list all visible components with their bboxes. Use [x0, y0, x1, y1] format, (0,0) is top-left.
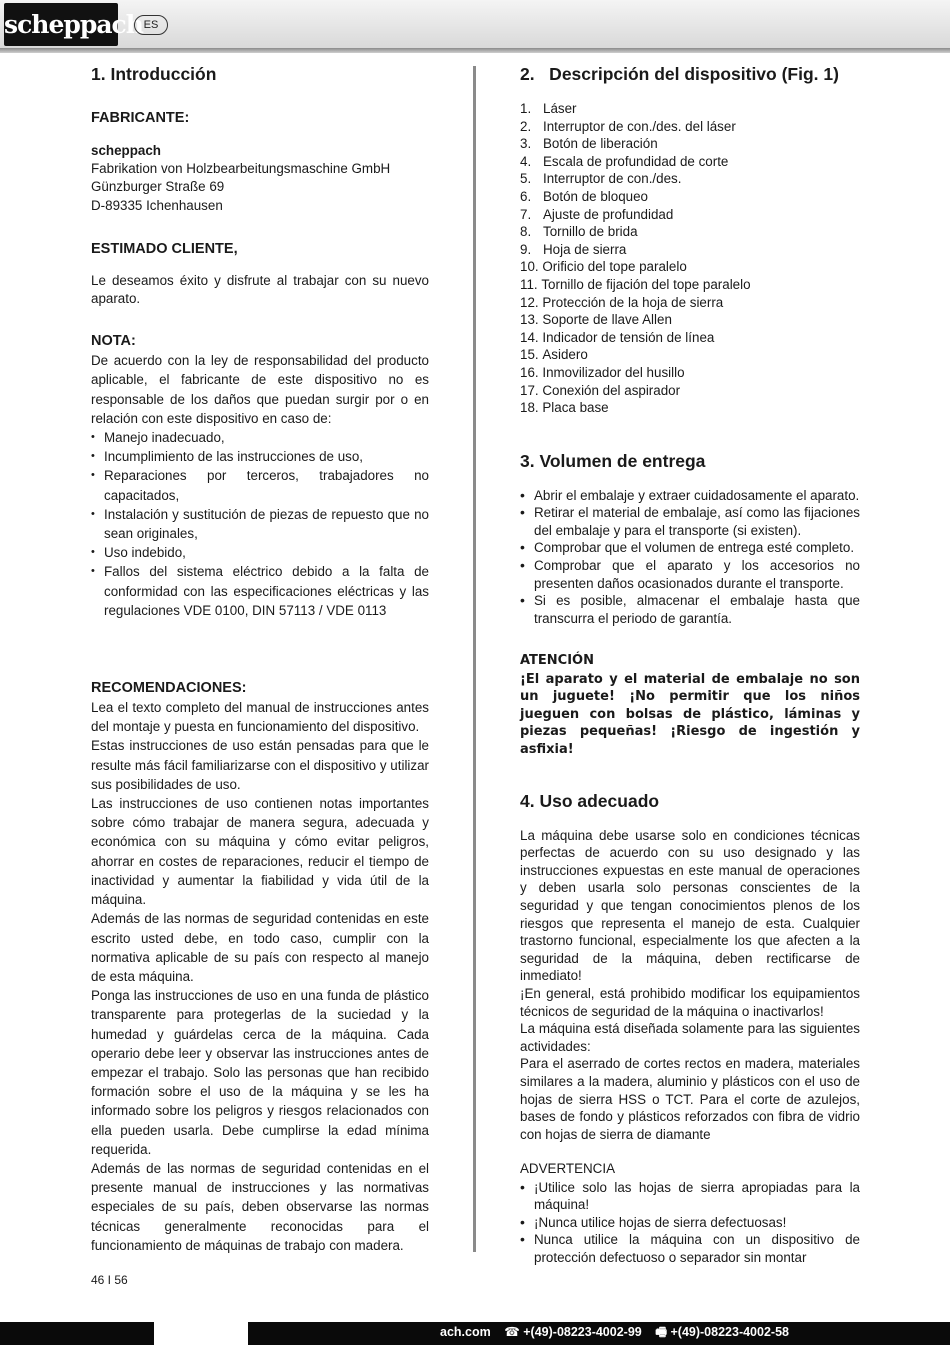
attention-heading: ATENCIÓN [520, 653, 594, 669]
paragraph: Lea el texto completo del manual de instrucciones antes del montaje y puesta en funcionamiento del dispositivo. [91, 700, 429, 735]
item-number: 1. [520, 101, 532, 116]
paragraph: Ponga las instrucciones de uso en una funda de plástico transparente para protegerlas de la suciedad y la humedad y guárdelas cerca de la máquina. Cada operario debe leer y observar las instrucciones antes de empezar el trabajo. Solo las personas que han recibido formación sobre el uso de la máquina y se les ha informado sobre los peligros y riesgos relacionados con ella pueden usarla. Debe cumplirse la edad mínima requerida. [91, 988, 429, 1157]
item-label: Ajuste de profundidad [543, 206, 674, 222]
list-item [520, 276, 860, 294]
item-number: 7. [520, 206, 532, 222]
section-title-description: 2. Descripción del dispositivo (Fig. 1) [520, 64, 839, 84]
list-item: • Uso indebido, [91, 543, 429, 562]
note-list [91, 428, 429, 620]
item-number: 6. [520, 188, 532, 204]
item-number: 18. [520, 400, 539, 416]
manufacturer-line: D-89335 Ichenhausen [91, 197, 223, 213]
item-number: 11. [520, 276, 538, 292]
list-item [520, 329, 860, 347]
note-heading: NOTA: [91, 333, 136, 350]
paragraph: Además de las normas de seguridad contenidas en este escrito usted debe, en todo caso, cumplir con la normativa aplicable de su país con respecto al manejo de esta máquina. [91, 911, 429, 984]
recommendations-body [91, 698, 429, 1255]
header-rule [0, 48, 950, 53]
item-number: 10. [520, 259, 539, 275]
paragraph: Estas instrucciones de uso están pensadas para que le resulte más fácil familiarizarse con el dispositivo y utilizar sus posibilidades de uso. [91, 738, 429, 792]
footer-phone: ☎ +(49)-08223-4002-99 [504, 1325, 642, 1339]
list-item [520, 100, 860, 118]
list-item: • Abrir el embalaje y extraer cuidadosamente el aparato. [520, 487, 860, 505]
attention-text: ¡El aparato y el material de embalaje no son un juguete! ¡No permitir que los niños jueguen con bolsas de plástico, láminas y piezas pequeñas! ¡Riesgo de ingestión y asfixia! [520, 671, 860, 758]
item-label: Inmovilizador del husillo [542, 364, 685, 380]
intended-use-body [520, 827, 860, 1144]
list-item [520, 294, 860, 312]
list-item: • Manejo inadecuado, [91, 428, 429, 447]
item-number: 14. [520, 329, 539, 345]
list-item [520, 170, 860, 188]
list-item: • Incumplimiento de las instrucciones de uso, [91, 447, 429, 466]
list-item [520, 188, 860, 206]
manufacturer-heading: FABRICANTE: [91, 110, 190, 126]
list-item [520, 399, 860, 417]
item-label: Protección de la hoja de sierra [542, 294, 724, 310]
list-item [520, 258, 860, 276]
item-number: 9. [520, 241, 532, 257]
paragraph: La máquina debe usarse solo en condiciones técnicas perfectas de acuerdo con su uso designado y las instrucciones expuestas en este manual de operaciones y deben usarla solo personas conscientes de la seguridad y que tengan conocimientos plenos de los riesgos que representa el manejo de esta. Cualquier trastorno funcional, especialmente los que afecten a la seguridad de la máquina, deben rectificarse de inmediato! [520, 827, 860, 984]
item-number: 8. [520, 224, 532, 240]
left-column [91, 62, 429, 1255]
list-item [520, 241, 860, 259]
section-title-intended-use: 4. Uso adecuado [520, 790, 660, 811]
warning-heading: ADVERTENCIA [520, 1161, 615, 1177]
section-title-delivery: 3. Volumen de entrega [520, 450, 706, 471]
item-label: Botón de bloqueo [543, 188, 648, 204]
list-item: • Si es posible, almacenar el embalaje hasta que transcurra el periodo de garantía. [520, 592, 860, 627]
list-item [520, 153, 860, 171]
dear-customer-heading: ESTIMADO CLIENTE, [91, 240, 238, 257]
list-item: • ¡Utilice solo las hojas de sierra apropiadas para la máquina! [520, 1179, 860, 1214]
item-number: 17. [520, 382, 539, 398]
list-item: • ¡Nunca utilice hojas de sierra defectuosas! [520, 1214, 860, 1232]
paragraph: La máquina está diseñada solamente para las siguientes actividades: [520, 1021, 860, 1054]
item-label: Conexión del aspirador [542, 382, 681, 398]
right-column [520, 62, 860, 1266]
item-number: 3. [520, 136, 532, 152]
page-number: 46 I 56 [91, 1273, 128, 1287]
item-label: Tornillo de fijación del tope paralelo [541, 276, 751, 292]
paragraph: Además de las normas de seguridad contenidas en el presente manual de instrucciones y las normativas especiales de su país, deben observarse las normas técnicas generalmente reconocidas para el funcionamiento de máquinas de trabajo con madera. [91, 1160, 429, 1253]
item-number: 13. [520, 312, 539, 328]
list-item: • Nunca utilice la máquina con un dispositivo de protección defectuoso o separador sin montar [520, 1231, 860, 1266]
footer-website: ach.com [440, 1325, 491, 1339]
footer-fax: 🖷 +(49)-08223-4002-58 [655, 1325, 789, 1339]
parts-list [520, 100, 860, 417]
paragraph: ¡En general, está prohibido modificar los equipamientos técnicos de seguridad de la máquina o inactivarlos! [520, 985, 860, 1019]
item-number: 15. [520, 347, 539, 363]
list-item: • Instalación y sustitución de piezas de repuesto que no sean originales, [91, 505, 429, 543]
brand-logo: scheppach [4, 3, 118, 46]
footer-gap [154, 1322, 248, 1345]
item-label: Escala de profundidad de corte [543, 153, 729, 169]
list-item [520, 311, 860, 329]
item-number: 16. [520, 364, 539, 380]
item-number: 12. [520, 294, 539, 310]
list-item [520, 135, 860, 153]
column-divider [473, 66, 476, 1252]
list-item [520, 382, 860, 400]
note-text: De acuerdo con la ley de responsabilidad del producto aplicable, el fabricante de este dispositivo no es responsable de los daños que puedan surgir por o en relación con este dispositivo en caso de: [91, 353, 429, 426]
list-item: • Comprobar que el volumen de entrega esté completo. [520, 539, 860, 557]
paragraph: Para el aserrado de cortes rectos en madera, materiales similares a la madera, aluminio y plásticos con el uso de hojas de sierra HSS o TCT. Para el corte de azulejos, bases de fondo y plásticos reforzados con fibra de vidrio con hojas de sierra de diamante [520, 1056, 860, 1142]
item-label: Interruptor de con./des. [543, 171, 682, 187]
item-label: Placa base [542, 400, 609, 416]
item-label: Soporte de llave Allen [542, 312, 672, 328]
recommendations-heading: RECOMENDACIONES: [91, 680, 247, 697]
item-label: Hoja de sierra [543, 241, 627, 257]
item-label: Orificio del tope paralelo [542, 259, 687, 275]
warning-list [520, 1179, 860, 1267]
list-item [520, 364, 860, 382]
list-item [520, 118, 860, 136]
item-number: 5. [520, 171, 532, 187]
item-number: 4. [520, 153, 532, 169]
footer-contact [440, 1322, 799, 1345]
dear-customer-text: Le deseamos éxito y disfrute al trabajar con su nuevo aparato. [91, 272, 429, 307]
item-number: 2. [520, 118, 532, 134]
item-label: Botón de liberación [543, 136, 658, 152]
manufacturer-line: Fabrikation von Holzbearbeitungsmaschine GmbH [91, 161, 391, 177]
list-item: • Reparaciones por terceros, trabajadores no capacitados, [91, 466, 429, 504]
item-label: Asidero [542, 347, 588, 363]
section-title-introduction: 1. Introducción [91, 64, 217, 84]
manufacturer-line: Günzburger Straße 69 [91, 179, 225, 195]
language-badge: ES [134, 15, 168, 35]
list-item [520, 223, 860, 241]
list-item [520, 206, 860, 224]
paragraph: Las instrucciones de uso contienen notas importantes sobre cómo trabajar de manera segura, adecuada y económica con su máquina y cómo evitar peligros, ahorrar en costes de reparaciones, reducir el tiempo de inactividad y aumentar la fiabilidad y vida útil de la máquina. [91, 796, 429, 908]
item-label: Láser [543, 101, 577, 116]
list-item: • Retirar el material de embalaje, así como las fijaciones del embalaje y para el transporte (si existen). [520, 504, 860, 539]
list-item [520, 346, 860, 364]
manufacturer-name: scheppach [91, 143, 161, 158]
item-label: Indicador de tensión de línea [542, 329, 715, 345]
item-label: Tornillo de brida [543, 224, 638, 240]
delivery-list [520, 487, 860, 628]
list-item: • Comprobar que el aparato y los accesorios no presenten daños ocasionados durante el transporte. [520, 557, 860, 592]
item-label: Interruptor de con./des. del láser [543, 118, 736, 134]
list-item: • Fallos del sistema eléctrico debido a la falta de conformidad con las especificaciones eléctricas y las regulaciones VDE 0100, DIN 57113 / VDE 0113 [91, 562, 429, 620]
